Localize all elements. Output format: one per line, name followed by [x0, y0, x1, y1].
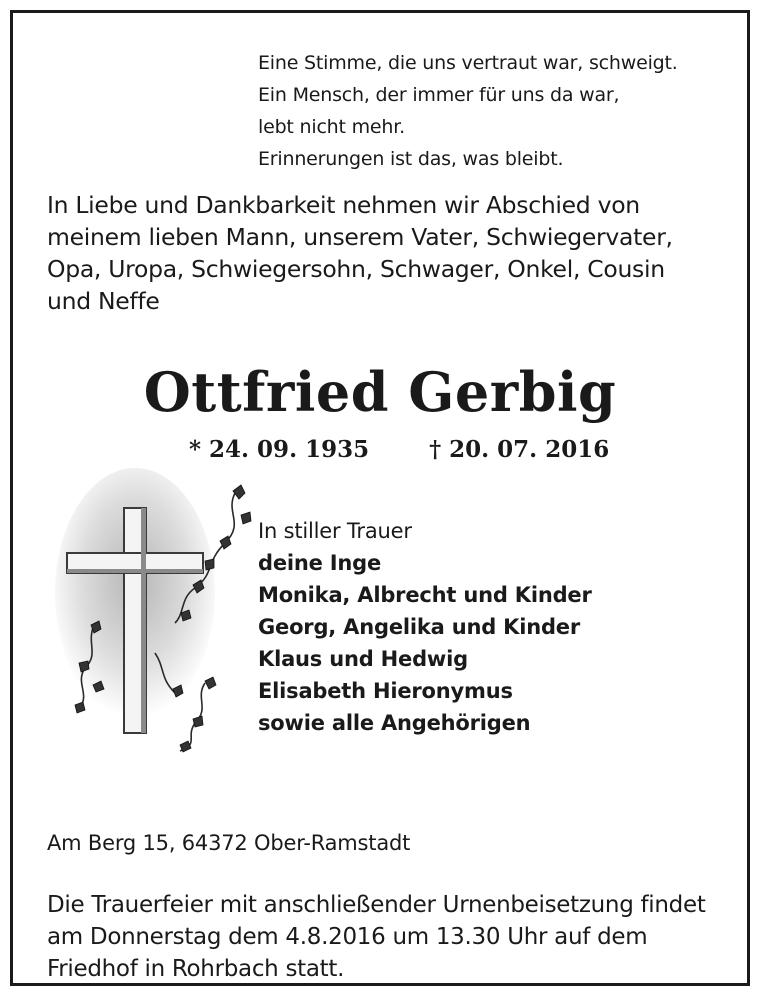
- mourner-name: Elisabeth Hieronymus: [258, 679, 513, 703]
- poem-line: Erinnerungen ist das, was bleibt.: [258, 148, 564, 170]
- deceased-name: Ottfried Gerbig: [143, 360, 617, 424]
- ceremony-line: Die Trauerfeier mit anschließender Urnenbeisetzung findet: [47, 892, 706, 918]
- ceremony-line: am Donnerstag dem 4.8.2016 um 13.30 Uhr auf dem: [47, 924, 648, 950]
- mourner-name: Georg, Angelika und Kinder: [258, 615, 581, 639]
- ceremony-info: [47, 889, 747, 985]
- poem-line: Ein Mensch, der immer für uns da war,: [258, 84, 620, 106]
- mourners-lead: In stiller Trauer: [258, 519, 412, 543]
- farewell-intro: [47, 189, 747, 317]
- birth-date: * 24. 09. 1935: [189, 436, 370, 463]
- memorial-poem: [258, 47, 738, 175]
- mourner-name: deine Inge: [258, 551, 382, 575]
- intro-line: In Liebe und Dankbarkeit nehmen wir Abschied von: [47, 191, 640, 219]
- mourner-name: Klaus und Hedwig: [258, 647, 468, 671]
- mourner-name: sowie alle Angehörigen: [258, 711, 531, 735]
- death-date: † 20. 07. 2016: [429, 436, 610, 463]
- poem-line: Eine Stimme, die uns vertraut war, schweigt.: [258, 52, 678, 74]
- mourner-name: Monika, Albrecht und Kinder: [258, 583, 592, 607]
- intro-line: meinem lieben Mann, unserem Vater, Schwiegervater,: [47, 223, 673, 251]
- intro-line: und Neffe: [47, 287, 160, 315]
- mourners-list: [258, 515, 738, 739]
- intro-line: Opa, Uropa, Schwiegersohn, Schwager, Onkel, Cousin: [47, 255, 665, 283]
- obituary-notice: [10, 10, 750, 986]
- poem-line: lebt nicht mehr.: [258, 116, 405, 138]
- family-address: Am Berg 15, 64372 Ober-Ramstadt: [47, 831, 411, 855]
- cross-with-ivy-icon: [55, 453, 265, 753]
- ceremony-line: Friedhof in Rohrbach statt.: [47, 956, 345, 982]
